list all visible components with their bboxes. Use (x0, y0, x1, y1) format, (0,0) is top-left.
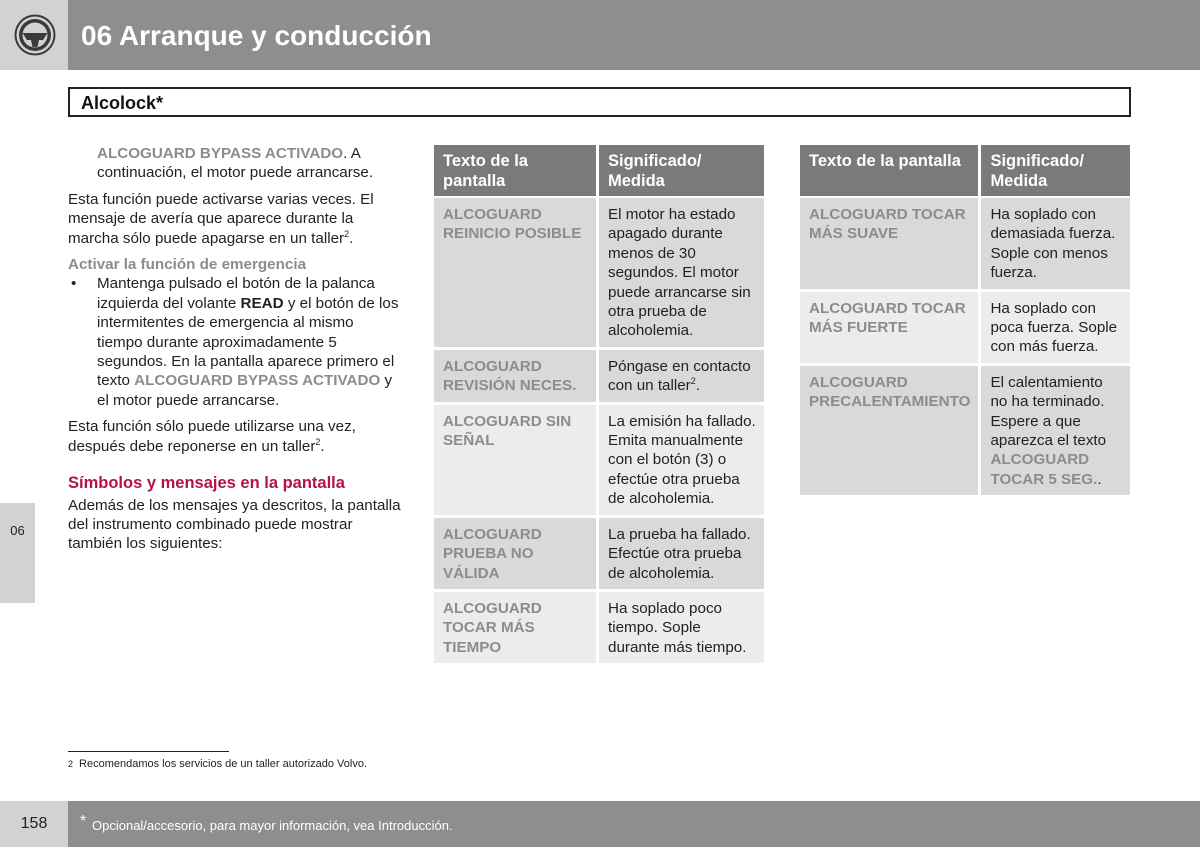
message-meaning: Ha soplado con poca fuerza. Sople con más fuerza. (981, 292, 1130, 366)
bullet-icon: • (71, 275, 77, 293)
footnote-ref: 2 (344, 228, 350, 239)
message-meaning: El calentamiento no ha terminado. Espere a que aparezca el texto ALCOGUARD TOCAR 5 SEG.. (981, 366, 1130, 498)
footnote-text: Recomendamos los servicios de un taller autorizado Volvo. (79, 758, 367, 770)
table-row (434, 405, 764, 518)
header-icon-panel (0, 0, 68, 70)
footer-page-panel (0, 801, 68, 847)
emergency-subheading: Activar la función de emergencia (68, 256, 307, 274)
steering-wheel-icon (13, 13, 57, 57)
message-code: ALCOGUARD TOCAR MÁS TIEMPO (434, 592, 599, 666)
symbols-heading: Símbolos y mensajes en la pantalla (68, 474, 345, 493)
page-number: 158 (20, 815, 48, 832)
message-code: ALCOGUARD SIN SEÑAL (434, 405, 599, 518)
section-header (68, 87, 1131, 117)
asterisk-icon: * (80, 813, 87, 830)
emergency-bullet: • Mantenga pulsado el botón de la palanca izquierda del volante READ y el botón de los intermitentes de emergencia al mismo tiempo durante aproximadamente 5 segundos. En la pantalla aparece primero el texto ALCOGUARD BYPASS ACTIVADO y el motor puede arrancarse. (71, 275, 399, 409)
footnote-number: 2 (68, 759, 74, 769)
message-meaning: Ha soplado poco tiempo. Sople durante más tiempo. (599, 592, 764, 666)
message-meaning: Ha soplado con demasiada fuerza. Sople con menos fuerza. (981, 198, 1130, 292)
chapter-title: 06 Arranque y conducción (81, 20, 432, 51)
column-header-text: Texto de la pantalla (434, 145, 599, 198)
footnote (68, 758, 367, 770)
table-row (800, 292, 1130, 366)
table-row (434, 350, 764, 405)
column-header-text: Texto de la pantalla (800, 145, 981, 198)
chapter-side-tab (0, 503, 35, 603)
read-button-label: READ (240, 294, 284, 312)
footer-bar (68, 801, 1200, 847)
table-header-row (800, 145, 1130, 198)
message-meaning: El motor ha estado apagado durante menos de 30 segundos. El motor puede arrancarse sin otra prueba de alcoholemia. (599, 198, 764, 350)
chapter-header (68, 0, 1200, 70)
symbols-paragraph: Además de los mensajes ya descritos, la pantalla del instrumento combinado puede mostrar también los siguientes: (68, 496, 401, 553)
bypass-code: ALCOGUARD BYPASS ACTIVADO (97, 145, 344, 162)
message-code: ALCOGUARD REVISIÓN NECES. (434, 350, 599, 405)
message-code: ALCOGUARD TOCAR MÁS SUAVE (800, 198, 981, 292)
footnote-divider (68, 751, 229, 752)
left-column (68, 144, 403, 561)
messages-table-2 (800, 145, 1130, 498)
table-header-row (434, 145, 764, 198)
message-code: ALCOGUARD PRUEBA NO VÁLIDA (434, 518, 599, 592)
section-title: Alcolock* (81, 93, 164, 113)
repeat-paragraph: Esta función puede activarse varias veces. El mensaje de avería que aparece durante la marcha sólo puede apagarse en un taller$^2$. (68, 190, 374, 247)
message-code: ALCOGUARD REINICIO POSIBLE (434, 198, 599, 350)
column-header-meaning: Significado/ Medida (981, 145, 1130, 198)
column-header-meaning: Significado/ Medida (599, 145, 764, 198)
message-meaning: La emisión ha fallado. Emita manualmente con el botón (3) o efectúe otra prueba de alcoholemia. (599, 405, 764, 518)
bypass-code-inline: ALCOGUARD BYPASS ACTIVADO (134, 372, 381, 390)
table-row (434, 592, 764, 666)
message-code: ALCOGUARD PRECALENTAMIENTO (800, 366, 981, 498)
table-row (800, 198, 1130, 292)
side-tab-label: 06 (10, 523, 25, 538)
table-row (800, 366, 1130, 498)
message-meaning: Póngase en contacto con un taller$^2$. (599, 350, 764, 405)
once-paragraph: Esta función sólo puede utilizarse una vez, después debe reponerse en un taller$^2$. (68, 418, 356, 455)
message-code-inline: ALCOGUARD TOCAR 5 SEG. (990, 451, 1098, 488)
footnote-ref: 2 (315, 436, 321, 447)
message-code: ALCOGUARD TOCAR MÁS FUERTE (800, 292, 981, 366)
table-row (434, 198, 764, 350)
message-meaning: La prueba ha fallado. Efectúe otra prueba de alcoholemia. (599, 518, 764, 592)
footer-note: Opcional/accesorio, para mayor información, vea Introducción. (92, 818, 453, 833)
bypass-paragraph: ALCOGUARD BYPASS ACTIVADO. A continuación, el motor puede arrancarse. (97, 145, 374, 182)
messages-table-1 (434, 145, 764, 666)
footnote-ref: 2 (690, 376, 696, 387)
table-row (434, 518, 764, 592)
